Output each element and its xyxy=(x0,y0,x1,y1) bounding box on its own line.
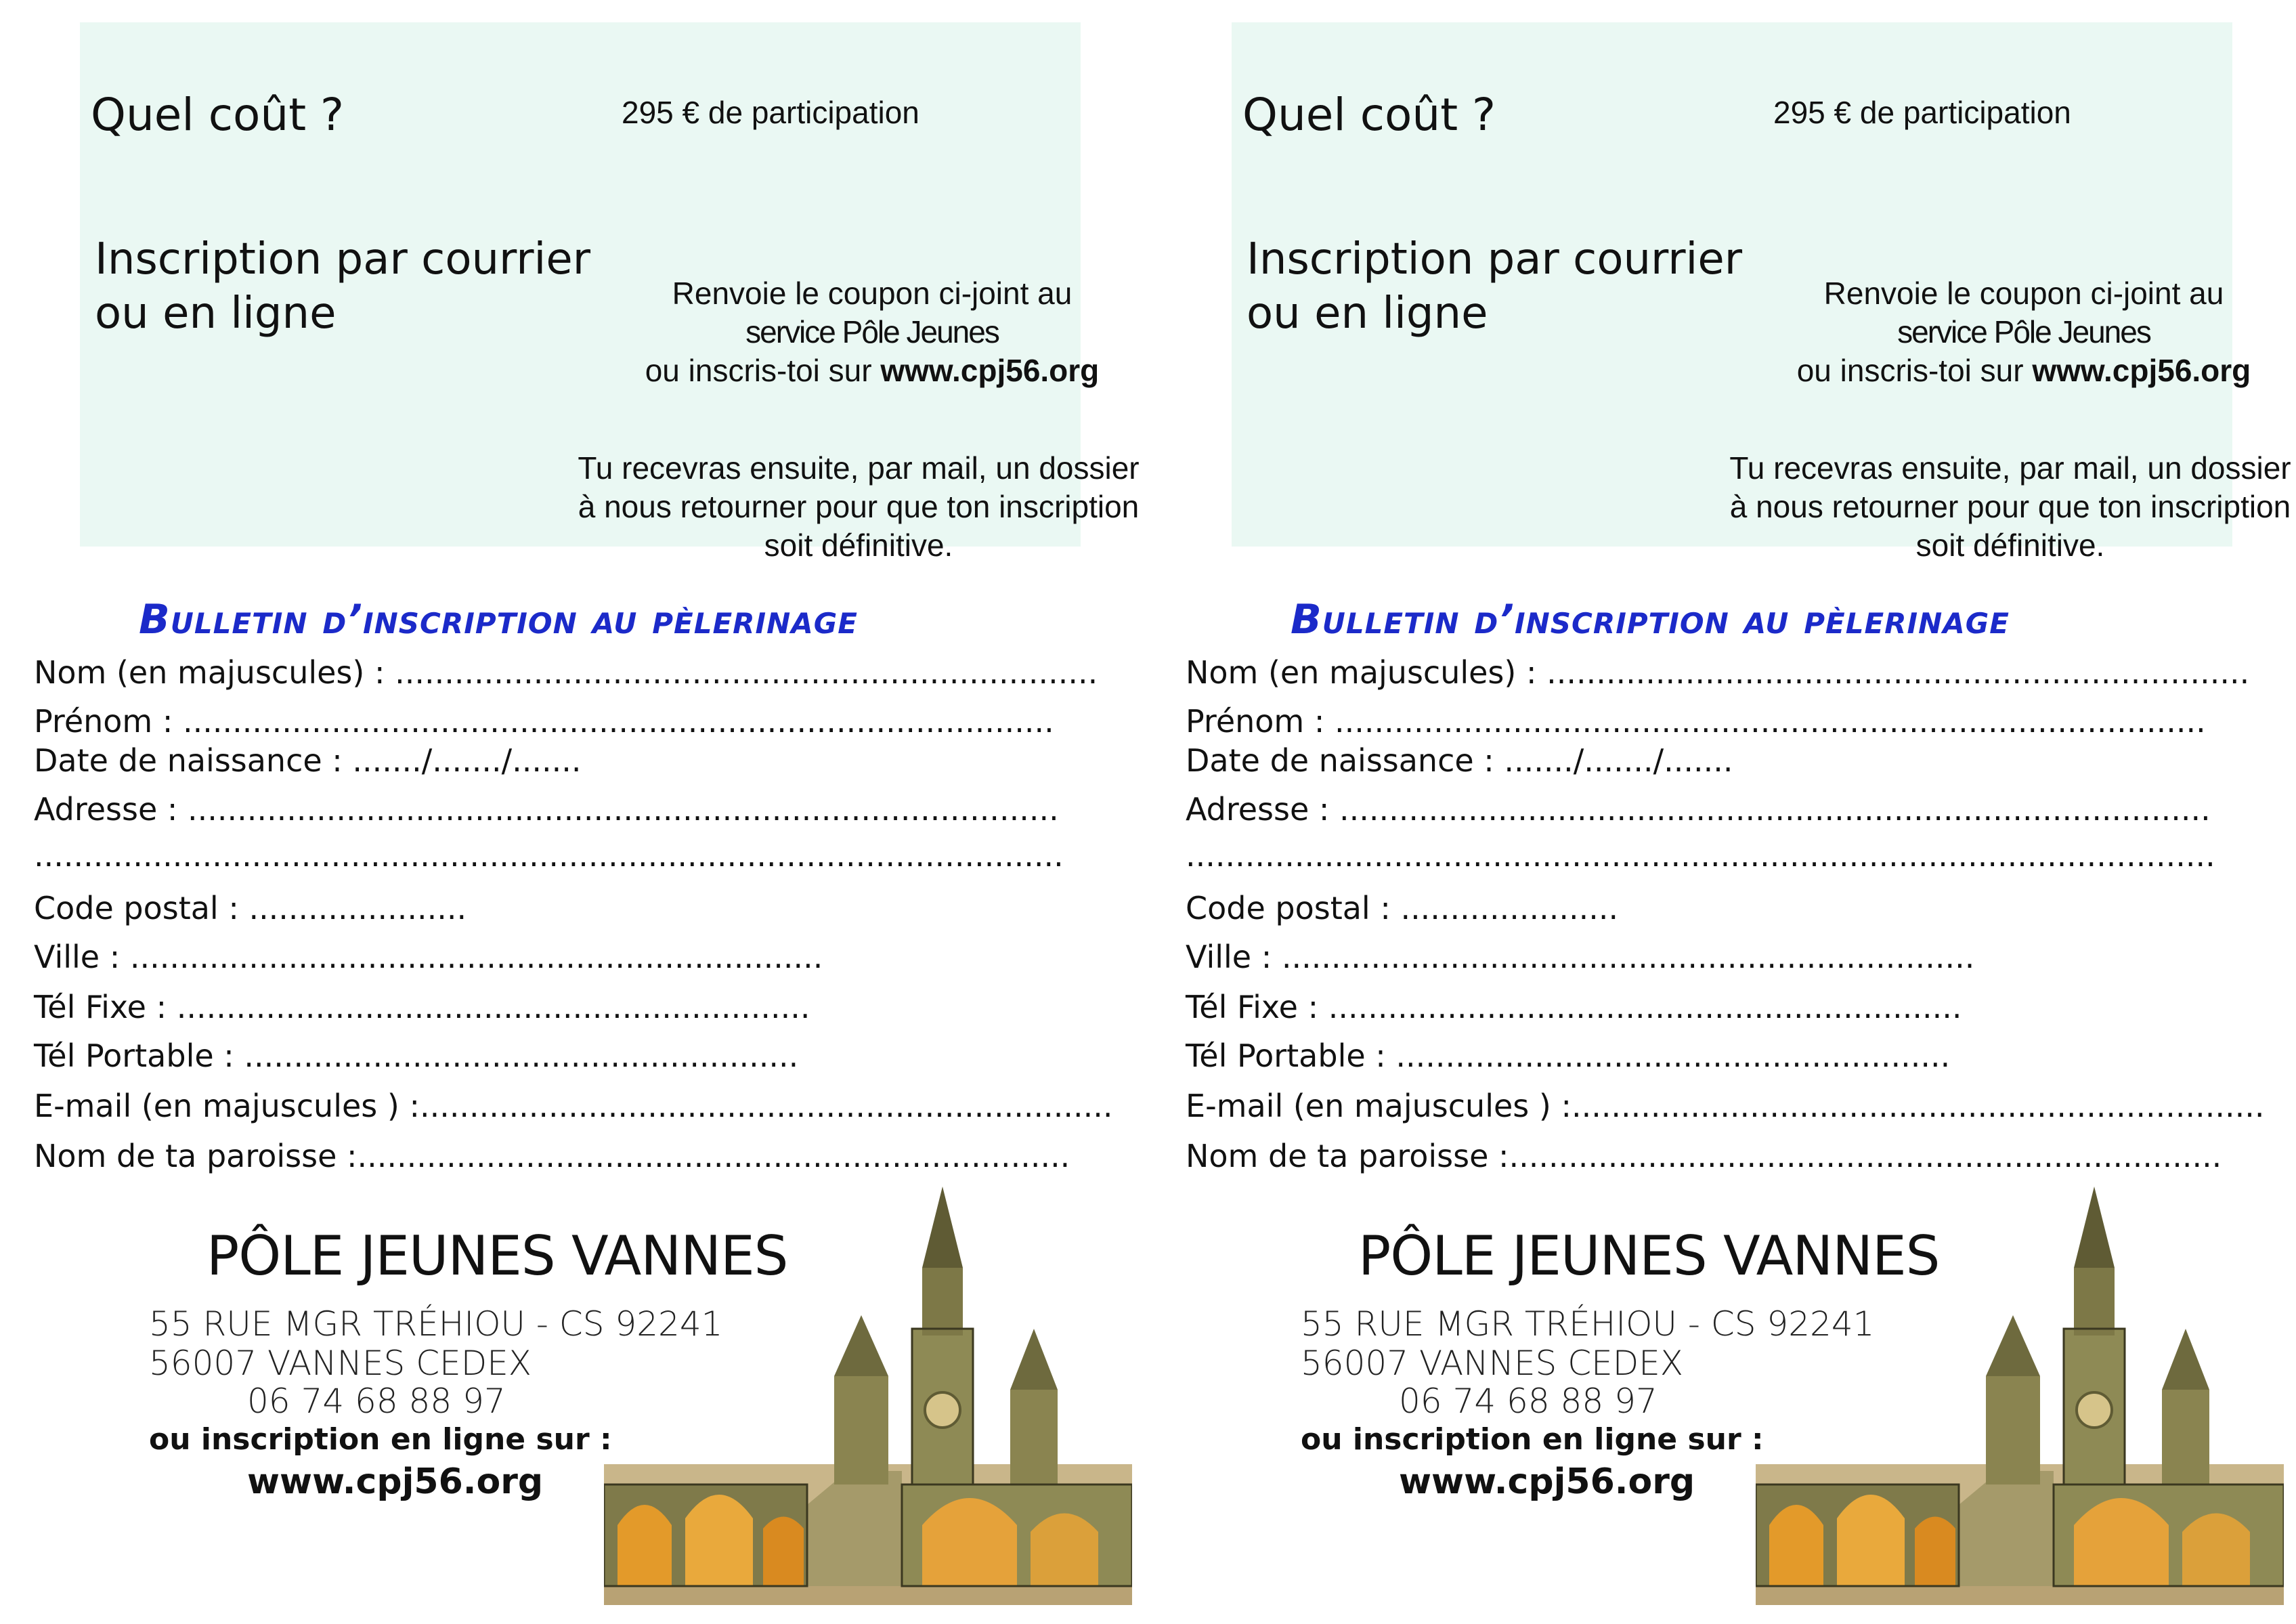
field-ville[interactable]: Ville : ...................................................................... xyxy=(1186,939,1975,975)
inscription-heading-line2: ou en ligne xyxy=(95,289,337,339)
renvoie-line2: service Pôle Jeunes xyxy=(1897,314,2150,349)
field-nom[interactable]: Nom (en majuscules) : ....................................................................... xyxy=(1186,654,2250,691)
coupon-right xyxy=(1152,0,2296,1624)
recevras-line1: Tu recevras ensuite, par mail, un dossier xyxy=(578,450,1140,486)
inscription-heading-line2: ou en ligne xyxy=(1247,289,1488,339)
field-prenom[interactable]: Prénom : ........................................................................................ xyxy=(34,703,1054,740)
price-text: 295 € de participation xyxy=(1773,95,2071,130)
field-tel-portable[interactable]: Tél Portable : ........................................................ xyxy=(34,1038,799,1074)
field-nom[interactable]: Nom (en majuscules) : ....................................................................... xyxy=(34,654,1098,691)
basilica-illustration xyxy=(604,1187,1132,1605)
field-adresse[interactable]: Adresse : ........................................................................................ xyxy=(34,791,1059,828)
recevras-text xyxy=(1611,449,2296,565)
field-code-postal[interactable]: Code postal : ...................... xyxy=(1186,890,1619,926)
org-name: PÔLE JEUNES VANNES xyxy=(207,1224,788,1287)
phone-number: 06 74 68 88 97 xyxy=(1399,1382,1658,1421)
field-adresse[interactable]: Adresse : ........................................................................................ xyxy=(1186,791,2211,828)
field-email[interactable]: E-mail (en majuscules ) :...................................................................... xyxy=(34,1088,1113,1124)
field-ville[interactable]: Ville : ...................................................................... xyxy=(34,939,823,975)
field-date-naissance[interactable]: Date de naissance : ......./......./....... xyxy=(34,742,582,779)
basilica-illustration xyxy=(1756,1187,2284,1605)
field-date-naissance[interactable]: Date de naissance : ......./......./....... xyxy=(1186,742,1733,779)
inscription-heading-line1: Inscription par courrier xyxy=(1247,234,1742,284)
recevras-line3: soit définitive. xyxy=(764,528,953,563)
field-adresse-line2[interactable]: ........................................................................................................ xyxy=(34,837,1064,874)
form-title: Bulletin d’inscription au pèlerinage xyxy=(139,596,858,643)
field-paroisse[interactable]: Nom de ta paroisse :........................................................................ xyxy=(1186,1138,2222,1174)
org-name: PÔLE JEUNES VANNES xyxy=(1358,1224,1940,1287)
field-tel-portable[interactable]: Tél Portable : ........................................................ xyxy=(1186,1038,1951,1074)
address-line1: 55 RUE MGR TRÉHIOU - CS 92241 xyxy=(149,1304,723,1344)
field-adresse-line2[interactable]: ........................................................................................................ xyxy=(1186,837,2215,874)
phone-number: 06 74 68 88 97 xyxy=(247,1382,506,1421)
address-line1: 55 RUE MGR TRÉHIOU - CS 92241 xyxy=(1301,1304,1875,1344)
form-title: Bulletin d’inscription au pèlerinage xyxy=(1291,596,2010,643)
field-email[interactable]: E-mail (en majuscules ) :...................................................................... xyxy=(1186,1088,2265,1124)
field-code-postal[interactable]: Code postal : ...................... xyxy=(34,890,467,926)
renvoie-line1: Renvoie le coupon ci-joint au xyxy=(1823,276,2224,311)
online-label: ou inscription en ligne sur : xyxy=(149,1422,612,1457)
renvoie-line3-prefix: ou inscris-toi sur xyxy=(1796,353,2033,388)
renvoie-line3 xyxy=(1624,351,2296,390)
renvoie-site-link[interactable]: www.cpj56.org xyxy=(880,353,1100,388)
price-text: 295 € de participation xyxy=(622,95,919,130)
field-prenom[interactable]: Prénom : ........................................................................................ xyxy=(1186,703,2206,740)
field-tel-fixe[interactable]: Tél Fixe : ................................................................ xyxy=(34,989,810,1025)
recevras-line2: à nous retourner pour que ton inscription xyxy=(1729,489,2291,524)
website-link[interactable]: www.cpj56.org xyxy=(1399,1461,1695,1502)
recevras-text xyxy=(459,449,1258,565)
recevras-line2: à nous retourner pour que ton inscription xyxy=(578,489,1140,524)
info-box xyxy=(1232,22,2291,563)
field-tel-fixe[interactable]: Tél Fixe : ................................................................ xyxy=(1186,989,1962,1025)
cost-heading: Quel coût ? xyxy=(91,89,345,141)
field-paroisse[interactable]: Nom de ta paroisse :........................................................................ xyxy=(34,1138,1070,1174)
recevras-line3: soit définitive. xyxy=(1915,528,2105,563)
renvoie-line3-prefix: ou inscris-toi sur xyxy=(645,353,881,388)
renvoie-line2: service Pôle Jeunes xyxy=(745,314,999,349)
info-box xyxy=(80,22,1140,563)
renvoie-line1: Renvoie le coupon ci-joint au xyxy=(672,276,1073,311)
cost-heading: Quel coût ? xyxy=(1242,89,1496,141)
address-line2: 56007 VANNES CEDEX xyxy=(1301,1344,1684,1383)
inscription-heading-line1: Inscription par courrier xyxy=(95,234,590,284)
online-label: ou inscription en ligne sur : xyxy=(1301,1422,1764,1457)
renvoie-site-link[interactable]: www.cpj56.org xyxy=(2032,353,2251,388)
address-line2: 56007 VANNES CEDEX xyxy=(149,1344,532,1383)
website-link[interactable]: www.cpj56.org xyxy=(247,1461,544,1502)
renvoie-text xyxy=(1624,274,2296,390)
recevras-line1: Tu recevras ensuite, par mail, un dossier xyxy=(1729,450,2291,486)
